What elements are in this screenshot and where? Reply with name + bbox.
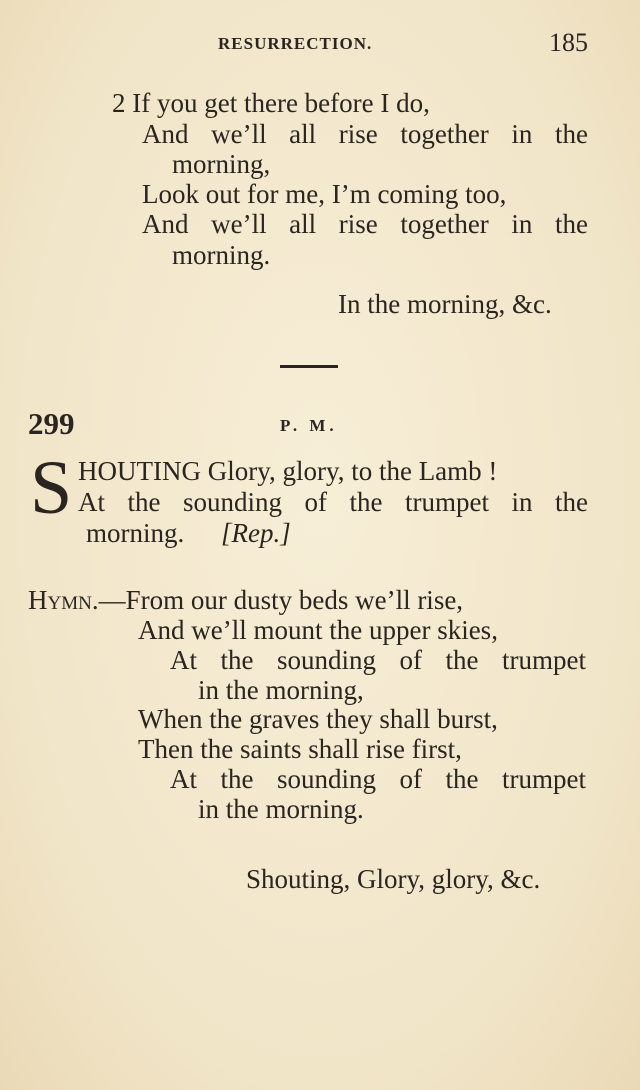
hymn-chorus-line: At the sounding of the trumpet xyxy=(170,645,586,675)
repeat-marker: [Rep.] xyxy=(221,518,291,548)
hymn-chorus-first-line xyxy=(28,585,463,615)
refrain-line: Shouting, Glory, glory, &c. xyxy=(246,864,541,894)
hymn-first-line: HOUTING Glory, glory, to the Lamb ! xyxy=(78,456,498,486)
refrain-line: In the morning, &c. xyxy=(338,289,552,319)
hymn-chorus-line: in the morning. xyxy=(198,794,364,824)
hymn-line xyxy=(86,518,291,548)
stanza-line: And we’ll all rise together in the xyxy=(142,119,588,149)
hymn-chorus-line: And we’ll mount the upper skies, xyxy=(138,615,498,645)
stanza-line: morning, xyxy=(172,149,271,179)
section-divider xyxy=(280,365,338,368)
hymn-chorus-text: —From our dusty beds we’ll rise, xyxy=(98,585,464,615)
hymn-label: Hymn. xyxy=(28,585,99,615)
running-header: RESURRECTION. xyxy=(218,34,373,53)
stanza-line: Look out for me, I’m coming too, xyxy=(142,179,507,209)
page-number: 185 xyxy=(549,28,588,57)
drop-cap: S xyxy=(30,446,73,530)
hymn-chorus-line: When the graves they shall burst, xyxy=(138,704,498,734)
hymn-line-text: morning. xyxy=(86,518,185,548)
hymn-chorus-line: in the morning, xyxy=(198,675,364,705)
hymn-meter: P. M. xyxy=(280,416,338,435)
stanza-line: And we’ll all rise together in the xyxy=(142,209,588,239)
hymn-number: 299 xyxy=(28,406,75,441)
stanza-line: morning. xyxy=(172,240,271,270)
hymn-chorus-line: At the sounding of the trumpet xyxy=(170,764,586,794)
hymn-chorus-line: Then the saints shall rise first, xyxy=(138,734,462,764)
hymn-line: At the sounding of the trumpet in the xyxy=(78,487,588,517)
stanza-line: 2 If you get there before I do, xyxy=(112,88,430,118)
